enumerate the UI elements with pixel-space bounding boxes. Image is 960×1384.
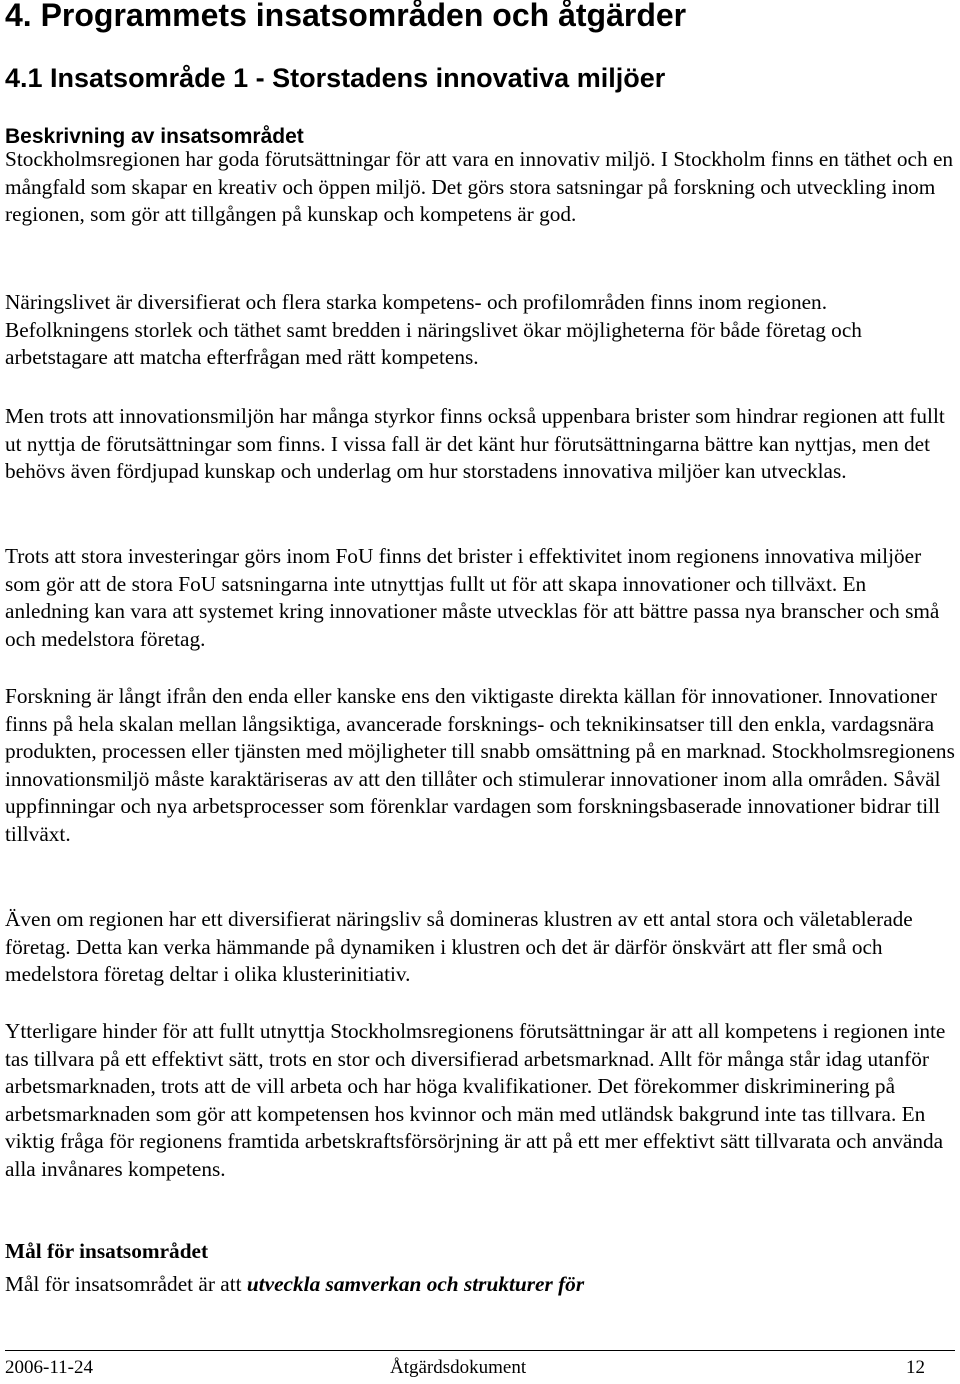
description-heading: Beskrivning av insatsområdet [5, 125, 304, 148]
footer-page-number: 12 [906, 1357, 925, 1378]
paragraph-7: Ytterligare hinder för att fullt utnyttja Stockholmsregionens förutsättningar är att all kompetens i regionen inte tas tillvara på ett effektivt sätt, trots en stor och diversifierad arbetsmarknad. Allt för många står idag utanför arbetsmarknaden, trots att de vill arbeta och har höga kvalifikationer. Det förekommer diskriminering på arbetsmarknaden som gör att kompetensen hos kvinnor och män med utländsk bakgrund inte tas tillvara. En viktig fråga för regionens framtida arbetskraftsförsörjning är att på ett mer effektivt sätt tillvarata och använda alla invånares kompetens. [5, 1019, 946, 1181]
goals-heading: Mål för insatsområdet [5, 1239, 209, 1263]
chapter-heading: 4. Programmets insatsområden och åtgärder [5, 0, 687, 33]
goals-text-emphasis: utveckla samverkan och strukturer för [246, 1272, 585, 1296]
footer-date: 2006-11-24 [5, 1357, 93, 1378]
footer-document-title: Åtgärdsdokument [390, 1357, 527, 1378]
paragraph-2: Näringslivet är diversifierat och flera starka kompetens- och profilområden finns inom regionen. Befolkningens storlek och täthet samt bredden i näringslivet ökar möjligheterna för både företag och arbetstagare att matcha efterfrågan med rätt kompetens. [5, 290, 862, 369]
goals-text-prefix: Mål för insatsområdet är att [5, 1272, 247, 1296]
goals-paragraph [5, 1271, 955, 1299]
paragraph-6: Även om regionen har ett diversifierat näringsliv så domineras klustren av ett antal stora och väletablerade företag. Detta kan verka hämmande på dynamiken i klustren och det är därför önskvärt att fler små och medelstora företag deltar i olika klusterinitiativ. [5, 907, 913, 986]
paragraph-3: Men trots att innovationsmiljön har många styrkor finns också uppenbara brister som hindrar regionen att fullt ut nyttja de förutsättningar som finns. I vissa fall är det känt hur förutsättningarna bättre kan nyttjas, men det behövs även fördjupad kunskap och underlag om hur storstadens innovativa miljöer kan utvecklas. [5, 404, 945, 483]
footer-divider [5, 1350, 955, 1351]
paragraph-4: Trots att stora investeringar görs inom FoU finns det brister i effektivitet inom regionens innovativa miljöer som gör att de stora FoU satsningarna inte utnyttjas fullt ut för att skapa innovationer och tillväxt. En anledning kan vara att systemet kring innovationer måste utvecklas för att bättre passa nya branscher och små och medelstora företag. [5, 544, 940, 651]
section-heading: 4.1 Insatsområde 1 - Storstadens innovativa miljöer [5, 63, 666, 93]
paragraph-5: Forskning är långt ifrån den enda eller kanske ens den viktigaste direkta källan för innovationer. Innovationer finns på hela skalan mellan långsiktiga, avancerade forsknings- och teknikinsatser till den enkla, vardagsnära produkten, processen eller tjänsten med möjligheter till snabb omsättning på en marknad. Stockholmsregionens innovationsmiljö måste karaktäriseras av att den tillåter och stimulerar innovationer inom alla områden. Såväl uppfinningar och nya arbetsprocesser som förenklar vardagen som forskningsbaserade innovationer bidrar till tillväxt. [5, 684, 955, 846]
paragraph-1: Stockholmsregionen har goda förutsättningar för att vara en innovativ miljö. I Stockholm finns en täthet och en mångfald som skapar en kreativ och öppen miljö. Det görs stora satsningar på forskning och utveckling inom regionen, som gör att tillgången på kunskap och kompetens är god. [5, 147, 954, 226]
